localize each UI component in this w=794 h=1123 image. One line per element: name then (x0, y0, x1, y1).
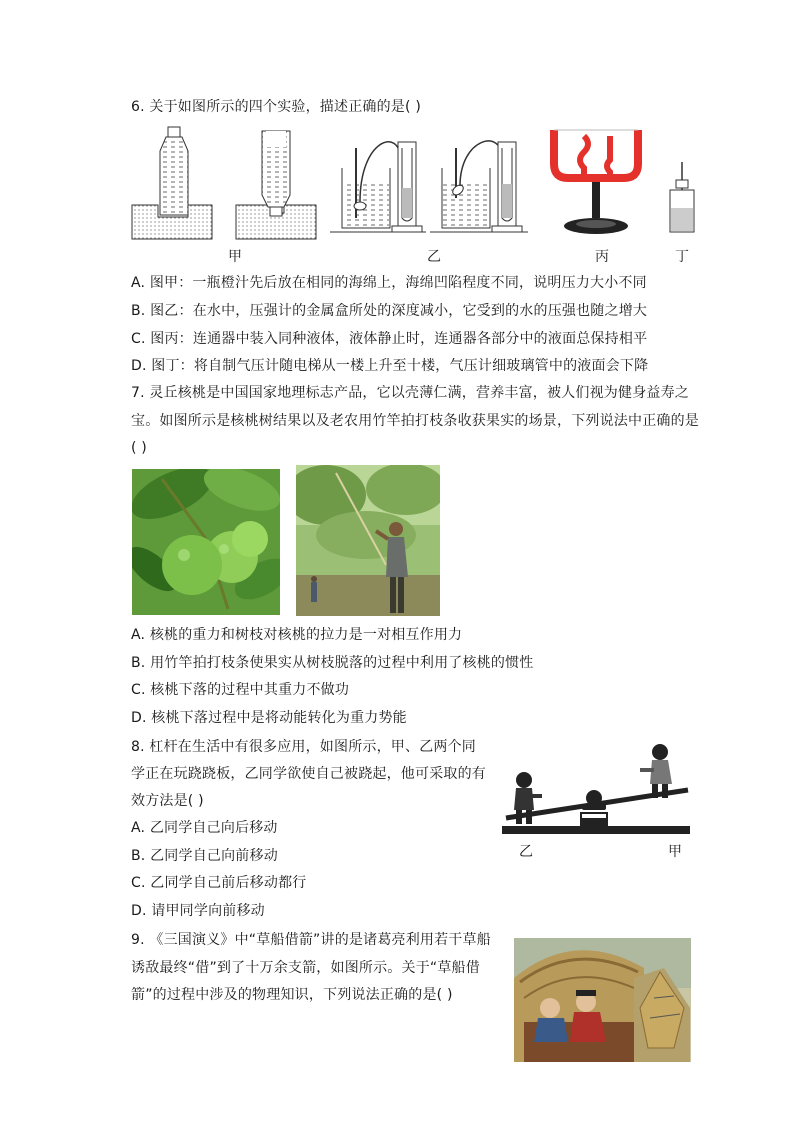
q8-stem-line2: 学正在玩跷跷板，乙同学欲使自己被跷起，他可采取的有 (131, 766, 486, 782)
q9-stem-line3: 箭”的过程中涉及的物理知识，下列说法正确的是( ) (131, 987, 453, 1003)
farmer-photo (296, 465, 440, 616)
q8-option-a: A. 乙同学自己向后移动 (131, 820, 278, 836)
q9-stem-line1: 9. 《三国演义》中“草船借箭”讲的是诸葛亮利用若干草船 (131, 932, 491, 948)
q6-caption-yi: 乙 (427, 249, 441, 265)
q6-figure-ding (664, 160, 700, 236)
q6-option-b: B. 图乙：在水中，压强计的金属盒所处的深度减小，它受到的水的压强也随之增大 (131, 303, 648, 319)
q6-caption-jia: 甲 (228, 249, 242, 265)
walnut-photo (132, 469, 280, 615)
q7-option-d: D. 核桃下落过程中是将动能转化为重力势能 (131, 710, 407, 726)
q7-option-b: B. 用竹竿拍打枝条使果实从树枝脱落的过程中利用了核桃的惯性 (131, 655, 534, 671)
q6-option-d: D. 图丁：将自制气压计随电梯从一楼上升至十楼，气压计细玻璃管中的液面会下降 (131, 358, 649, 374)
q6-caption-ding: 丁 (675, 249, 689, 265)
q6-figure-jia (130, 125, 320, 241)
q7-stem-line3: ( ) (131, 440, 147, 456)
q8-option-c: C. 乙同学自己前后移动都行 (131, 875, 307, 891)
q8-option-b: B. 乙同学自己向前移动 (131, 848, 278, 864)
q6-caption-bing: 丙 (595, 249, 609, 265)
q8-caption-jia: 甲 (668, 844, 682, 860)
q8-option-d: D. 请甲同学向前移动 (131, 903, 265, 919)
q8-caption-yi: 乙 (519, 844, 533, 860)
q6-stem: 6. 关于如图所示的四个实验，描述正确的是( ) (131, 99, 421, 115)
q6-option-c: C. 图丙：连通器中装入同种液体，液体静止时，连通器各部分中的液面总保持相平 (131, 331, 648, 347)
straw-boat-illustration (514, 938, 691, 1062)
q6-option-a: A. 图甲：一瓶橙汁先后放在相同的海绵上，海绵凹陷程度不同，说明压力大小不同 (131, 275, 647, 291)
q8-stem-line1: 8. 杠杆在生活中有很多应用，如图所示，甲、乙两个同 (131, 739, 477, 755)
q7-stem-line2: 宝。如图所示是核桃树结果以及老农用竹竿拍打枝条收获果实的场景，下列说法中正确的是 (131, 413, 699, 429)
q7-option-c: C. 核桃下落的过程中其重力不做功 (131, 682, 350, 698)
q9-stem-line2: 诱敌最终“借”到了十万余支箭，如图所示。关于“草船借 (131, 960, 480, 976)
seesaw-figure (500, 740, 692, 838)
q6-figure-yi (330, 128, 530, 240)
q7-stem-line1: 7. 灵丘核桃是中国国家地理标志产品，它以壳薄仁满，营养丰富，被人们视为健身益寿之 (131, 385, 690, 401)
q8-stem-line3: 效方法是( ) (131, 793, 204, 809)
q7-option-a: A. 核桃的重力和树枝对核桃的拉力是一对相互作用力 (131, 627, 463, 643)
q6-figure-bing (548, 126, 644, 238)
